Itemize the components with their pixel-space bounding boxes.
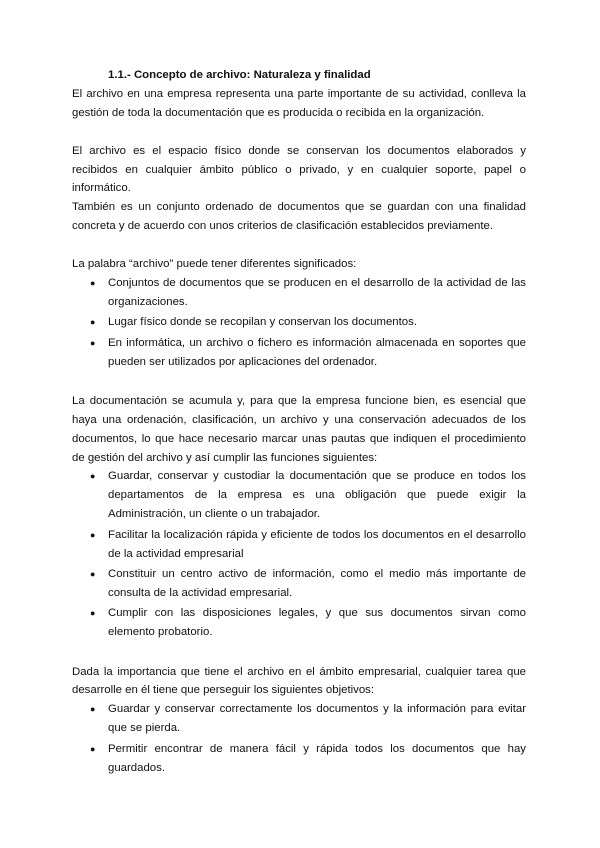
bullet-icon: ● xyxy=(90,317,96,328)
paragraph-objetivos: Dada la importancia que tiene el archivo en el ámbito empresarial, cualquier tarea que desarrolle en él tiene que perseguir los siguientes objetivos: xyxy=(72,665,526,697)
list-item: ● Guardar, conservar y custodiar la documentación que se produce en todos los departamentos de la empresa es una obligación que puede exigir la Administración, un cliente o un trabajador. xyxy=(72,467,526,524)
bullet-icon: ● xyxy=(90,529,96,540)
spacer xyxy=(72,123,526,142)
list-objetivos xyxy=(72,700,526,777)
bullet-icon: ● xyxy=(90,608,96,619)
list-significados xyxy=(72,274,526,372)
bullet-icon: ● xyxy=(90,704,96,715)
list-item: ● Lugar físico donde se recopilan y conservan los documentos. xyxy=(72,313,526,332)
paragraph-documentacion: La documentación se acumula y, para que la empresa funcione bien, es esencial que haya una ordenación, clasificación, un archivo y una conservación adecuados de los documentos, lo que hace necesario marcar unas pautas que indiquen el procedimiento de gestión del archivo y así cumplir las funciones siguientes: xyxy=(72,394,526,464)
spacer xyxy=(72,373,526,392)
spacer xyxy=(72,236,526,255)
section-heading: 1.1.- Concepto de archivo: Naturaleza y finalidad xyxy=(108,69,371,81)
list-item: ● En informática, un archivo o fichero es información almacenada en soportes que pueden ser utilizados por aplicaciones del ordenador. xyxy=(72,334,526,372)
bullet-icon: ● xyxy=(90,337,96,348)
bullet-icon: ● xyxy=(90,471,96,482)
list-funciones xyxy=(72,467,526,642)
spacer xyxy=(72,644,526,663)
paragraph-intro: El archivo en una empresa representa una parte importante de su actividad, conlleva la gestión de toda la documentación que es producida o recibida en la organización. xyxy=(72,87,526,119)
bullet-icon: ● xyxy=(90,277,96,288)
list-item: ● Facilitar la localización rápida y eficiente de todos los documentos en el desarrollo de la actividad empresarial xyxy=(72,526,526,564)
bullet-icon: ● xyxy=(90,569,96,580)
paragraph-significados: La palabra “archivo” puede tener diferentes significados: xyxy=(72,258,357,271)
list-item: ● Guardar y conservar correctamente los documentos y la información para evitar que se pierda. xyxy=(72,700,526,738)
paragraph-definition: El archivo es el espacio físico donde se conservan los documentos elaborados y recibidos en cualquier ámbito público o privado, y en cualquier soporte, papel o informático. xyxy=(72,144,526,195)
list-item: ● Constituir un centro activo de información, como el medio más importante de consulta de la actividad empresarial. xyxy=(72,565,526,603)
list-item: ● Permitir encontrar de manera fácil y rápida todos los documentos que hay guardados. xyxy=(72,740,526,778)
paragraph-conjunto: También es un conjunto ordenado de documentos que se guardan con una finalidad concreta y de acuerdo con unos criterios de clasificación establecidos previamente. xyxy=(72,201,526,233)
document-page xyxy=(72,66,526,779)
bullet-icon: ● xyxy=(90,743,96,754)
list-item: ● Cumplir con las disposiciones legales, y que sus documentos sirvan como elemento probatorio. xyxy=(72,604,526,642)
list-item: ● Conjuntos de documentos que se producen en el desarrollo de la actividad de las organizaciones. xyxy=(72,274,526,312)
